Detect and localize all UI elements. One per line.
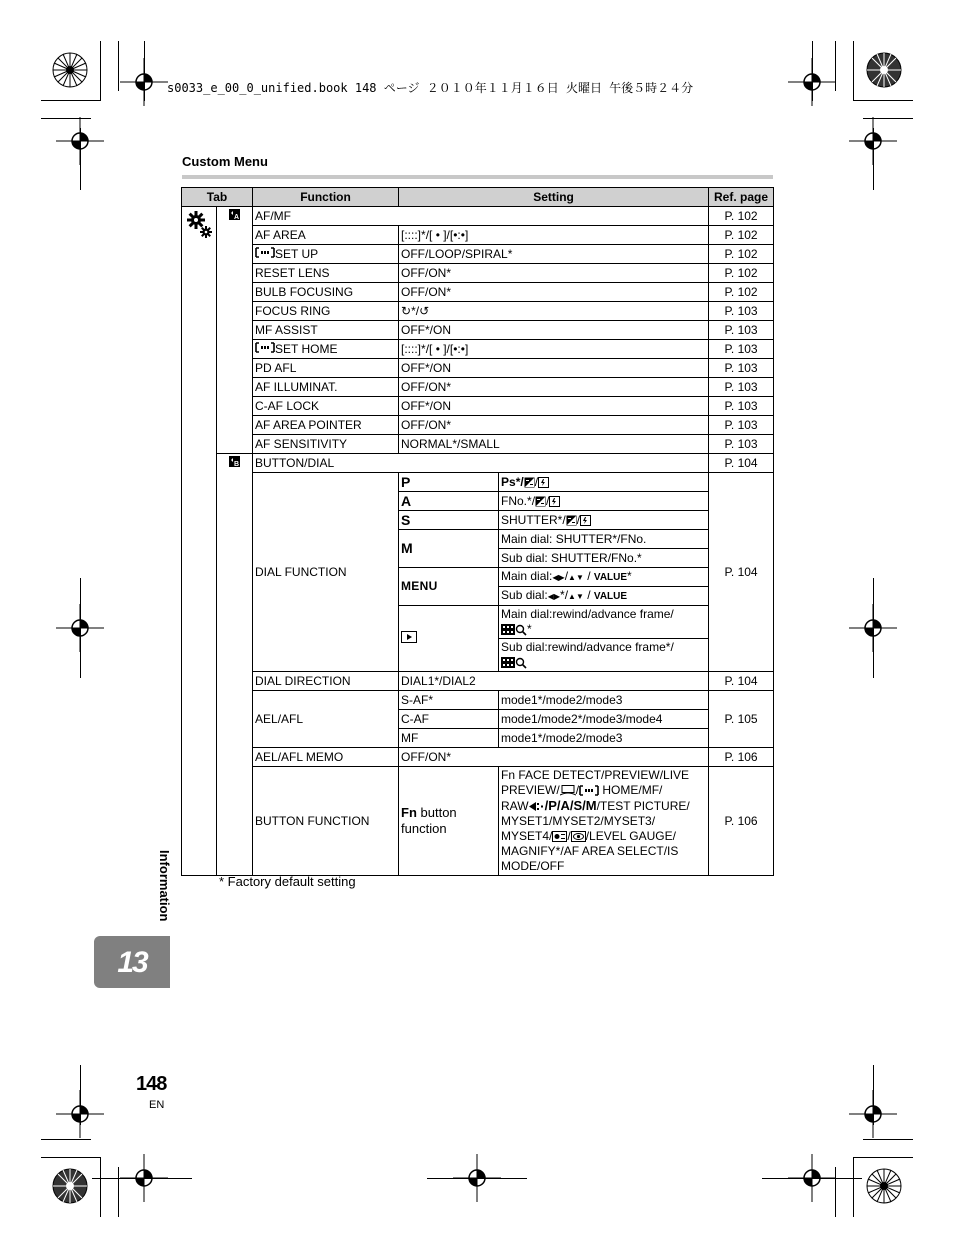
- row-af-sensitivity-function: AF SENSITIVITY: [253, 435, 399, 454]
- page-number: 148: [136, 1073, 167, 1095]
- ael-caf-value: mode1/mode2*/mode3/mode4: [499, 710, 709, 729]
- table-row: [182, 748, 774, 767]
- row-bulb-focusing-ref: P. 102: [709, 283, 774, 302]
- table-row: [182, 321, 774, 340]
- row-ael-afl-ref: P. 105: [709, 691, 774, 748]
- row-c-af-lock-function: C-AF LOCK: [253, 397, 399, 416]
- dial-menu-mode: MENU: [399, 568, 499, 606]
- bf-line5a: MYSET4/: [501, 829, 553, 843]
- row-bulb-focusing-function: BULB FOCUSING: [253, 283, 399, 302]
- tab-a-icon: [229, 209, 240, 220]
- exposure-comp-icon: [524, 477, 535, 488]
- dial-p-setting-cell: Ps*/ /: [499, 473, 709, 492]
- dial-a-setting: FNo.*/: [501, 493, 536, 508]
- left-right-arrow-icon: ◀▶: [552, 573, 565, 582]
- row-c-af-lock-ref: P. 103: [709, 397, 774, 416]
- row-bulb-focusing-setting: OFF/ON*: [399, 283, 709, 302]
- table-row: [182, 767, 774, 876]
- table-row: [182, 416, 774, 435]
- bf-line2b: /: [575, 783, 580, 797]
- exposure-comp-icon: [535, 496, 546, 507]
- table-row: [182, 691, 774, 710]
- face-detect-icon: [552, 831, 567, 842]
- bf-line3b: /P/A/S/M: [544, 798, 597, 813]
- bf-line6: MAGNIFY*/AF AREA SELECT/IS: [501, 844, 679, 858]
- table-row: [182, 672, 774, 691]
- row-button-function-function: BUTTON FUNCTION: [253, 767, 399, 876]
- table-row: [182, 340, 774, 359]
- af-target-icon: [255, 247, 275, 258]
- dial-s-setting: SHUTTER*/: [501, 512, 566, 527]
- custom-menu-table: [181, 187, 774, 876]
- crop-line: [92, 1178, 192, 1179]
- row-reset-lens-ref: P. 102: [709, 264, 774, 283]
- flash-comp-icon: [549, 496, 560, 507]
- crop-line: [80, 578, 81, 678]
- header-tab: Tab: [182, 188, 253, 207]
- row-af-illuminat-function: AF ILLUMINAT.: [253, 378, 399, 397]
- row-af-illuminat-setting: OFF/ON*: [399, 378, 709, 397]
- row-ael-afl-memo-setting: OFF/ON*: [399, 748, 709, 767]
- side-section-label-text: Information: [157, 850, 172, 922]
- dial-a-setting-cell: FNo.*/ /: [499, 492, 709, 511]
- dial-m-sub: Sub dial: SHUTTER/FNo.*: [499, 549, 709, 568]
- preview-eye-icon: [571, 831, 586, 842]
- dial-play-main-star: *: [527, 622, 532, 636]
- row-dial-direction-setting: DIAL1*/DIAL2: [399, 672, 709, 691]
- crop-line: [812, 41, 813, 101]
- row-af-area-pointer-ref: P. 103: [709, 416, 774, 435]
- title-rule: [182, 175, 773, 179]
- row-set-up-ref: P. 102: [709, 245, 774, 264]
- row-dial-direction-function: DIAL DIRECTION: [253, 672, 399, 691]
- crop-line: [80, 1065, 81, 1125]
- crop-line: [762, 1178, 862, 1179]
- row-af-area-function: AF AREA: [253, 226, 399, 245]
- button-function-options-cell: [499, 767, 709, 876]
- custom-menu-tab-cell: [182, 207, 217, 876]
- row-mf-assist-setting: OFF*/ON: [399, 321, 709, 340]
- flash-comp-icon: [580, 515, 591, 526]
- tab-a-cell: [217, 207, 253, 454]
- bf-line1: Fn FACE DETECT/PREVIEW/LIVE: [501, 768, 690, 782]
- table-row: [182, 302, 774, 321]
- row-ael-afl-memo-function: AEL/AFL MEMO: [253, 748, 399, 767]
- dial-menu-main-cell: Main dial:◀▶/▲▼ / VALUE*: [499, 568, 709, 587]
- table-row: [182, 264, 774, 283]
- af-target-icon: [579, 785, 599, 796]
- svg-text:B: B: [234, 461, 240, 467]
- dial-play-sub-cell: [499, 639, 709, 672]
- bf-line7: MODE/OFF: [501, 859, 565, 873]
- ael-saf-label: S-AF*: [399, 691, 499, 710]
- dial-menu-main-prefix: Main dial:: [501, 569, 553, 583]
- dial-m-mode: M: [399, 530, 499, 568]
- dial-menu-sub-prefix: Sub dial:: [501, 588, 548, 602]
- row-focus-ring-setting: ↻*/↺: [399, 302, 709, 321]
- ael-caf-label: C-AF: [399, 710, 499, 729]
- dial-play-mode-cell: [399, 606, 499, 672]
- table-row: [182, 454, 774, 473]
- bf-line3c: /TEST PICTURE/: [596, 799, 690, 813]
- row-ael-afl-function: AEL/AFL: [253, 691, 399, 748]
- tab-b-cell: [217, 454, 253, 876]
- crop-line: [427, 1178, 527, 1179]
- table-row: [182, 397, 774, 416]
- row-set-home-function: SET HOME: [275, 341, 338, 356]
- side-section-label: [152, 850, 176, 932]
- row-set-home-function-cell: [253, 340, 399, 359]
- bf-line4: MYSET1/MYSET2/MYSET3/: [501, 814, 656, 828]
- bf-line2a: PREVIEW/: [501, 783, 560, 797]
- row-button-function-ref: P. 106: [709, 767, 774, 876]
- row-ael-afl-memo-ref: P. 106: [709, 748, 774, 767]
- section-title: Custom Menu: [182, 154, 268, 169]
- bf-line5c: /LEVEL GAUGE/: [585, 829, 676, 843]
- live-preview-icon: [560, 785, 576, 796]
- header-setting: Setting: [399, 188, 709, 207]
- page-language: EN: [149, 1099, 165, 1111]
- dial-s-setting-cell: SHUTTER*/ /: [499, 511, 709, 530]
- row-set-home-setting: [::::]*/[ • ]/[•:•]: [399, 340, 709, 359]
- playback-icon: [401, 631, 417, 643]
- row-c-af-lock-setting: OFF*/ON: [399, 397, 709, 416]
- raw-arrow-icon: [529, 801, 545, 812]
- bf-line2c: HOME/MF/: [599, 783, 663, 797]
- row-af-area-pointer-function: AF AREA POINTER: [253, 416, 399, 435]
- table-header-row: [182, 188, 774, 207]
- af-target-icon: [255, 342, 275, 353]
- row-dial-function-function: DIAL FUNCTION: [253, 473, 399, 672]
- table-row: [182, 283, 774, 302]
- row-button-dial-function: BUTTON/DIAL: [253, 454, 709, 473]
- registration-target-icon: [50, 50, 90, 90]
- row-focus-ring-function: FOCUS RING: [253, 302, 399, 321]
- index-grid-icon: [501, 624, 515, 635]
- header-ref: Ref. page: [709, 188, 774, 207]
- dial-play-main: Main dial:rewind/advance frame/: [501, 607, 674, 621]
- exposure-comp-icon: [566, 515, 577, 526]
- up-down-arrow-icon: ▲▼: [568, 592, 584, 601]
- footnote: * Factory default setting: [219, 874, 356, 889]
- crop-line: [873, 578, 874, 678]
- row-af-sensitivity-ref: P. 103: [709, 435, 774, 454]
- left-right-arrow-icon: ◀▶: [547, 592, 561, 601]
- dial-menu-sub-suffix: */: [560, 588, 569, 602]
- row-focus-ring-ref: P. 103: [709, 302, 774, 321]
- dial-menu-main-value: VALUE: [593, 572, 628, 583]
- dial-menu-main-star: *: [627, 569, 632, 583]
- custom-gear-icon: [185, 209, 213, 239]
- row-af-sensitivity-setting: NORMAL*/SMALL: [399, 435, 709, 454]
- chapter-tab: 13: [94, 936, 170, 988]
- dial-a-mode: A: [399, 492, 499, 511]
- button-function-fn-rest: button function: [401, 805, 457, 836]
- dial-p-mode: P: [399, 473, 499, 492]
- registration-target-icon: [864, 50, 904, 90]
- dial-play-main-cell: [499, 606, 709, 639]
- dial-s-mode: S: [399, 511, 499, 530]
- crop-line: [873, 128, 874, 190]
- row-reset-lens-setting: OFF/ON*: [399, 264, 709, 283]
- row-dial-direction-ref: P. 104: [709, 672, 774, 691]
- row-af-illuminat-ref: P. 103: [709, 378, 774, 397]
- print-header: s0033_e_00_0_unified.book 148 ページ ２０１０年１１月１６日 火曜日 午後５時２４分: [167, 81, 694, 95]
- svg-text:A: A: [234, 214, 240, 220]
- row-af-mf-ref: P. 102: [709, 207, 774, 226]
- row-af-area-ref: P. 102: [709, 226, 774, 245]
- row-set-home-ref: P. 103: [709, 340, 774, 359]
- row-mf-assist-function: MF ASSIST: [253, 321, 399, 340]
- index-grid-icon: [501, 657, 515, 668]
- table-row: [182, 473, 774, 492]
- flash-comp-icon: [538, 477, 549, 488]
- row-pd-afl-setting: OFF*/ON: [399, 359, 709, 378]
- dial-play-sub: Sub dial:rewind/advance frame*/: [501, 640, 674, 654]
- table-row: [182, 245, 774, 264]
- row-af-area-setting: [::::]*/[ • ]/[•:•]: [399, 226, 709, 245]
- registration-target-icon: [50, 1166, 90, 1206]
- table-row: [182, 207, 774, 226]
- row-mf-assist-ref: P. 103: [709, 321, 774, 340]
- dial-p-setting: Ps*/: [501, 474, 524, 489]
- ael-mf-label: MF: [399, 729, 499, 748]
- bf-line5b: /: [567, 829, 571, 843]
- row-af-area-pointer-setting: OFF/ON*: [399, 416, 709, 435]
- row-reset-lens-function: RESET LENS: [253, 264, 399, 283]
- bf-line3a: RAW: [501, 799, 529, 813]
- up-down-arrow-icon: ▲▼: [568, 573, 584, 582]
- magnify-icon: [515, 624, 527, 636]
- row-button-dial-ref: P. 104: [709, 454, 774, 473]
- dial-menu-main-suffix: /: [564, 569, 569, 583]
- row-dial-function-ref: P. 104: [709, 473, 774, 672]
- table-row: [182, 378, 774, 397]
- ael-saf-value: mode1*/mode2/mode3: [499, 691, 709, 710]
- row-set-up-setting: OFF/LOOP/SPIRAL*: [399, 245, 709, 264]
- tab-b-icon: [229, 456, 240, 467]
- dial-menu-sub-value: VALUE: [593, 591, 628, 602]
- crop-line: [144, 41, 145, 101]
- row-set-up-function: SET UP: [275, 246, 319, 261]
- dial-m-main: Main dial: SHUTTER*/FNo.: [499, 530, 709, 549]
- header-function: Function: [253, 188, 399, 207]
- button-function-fn-cell: [399, 767, 499, 876]
- table-row: [182, 226, 774, 245]
- dial-menu-sub-cell: Sub dial:◀▶*/▲▼ / VALUE: [499, 587, 709, 606]
- table-row: [182, 435, 774, 454]
- row-af-mf-function: AF/MF: [253, 207, 709, 226]
- button-function-fn-bold: Fn: [401, 805, 417, 820]
- table-row: [182, 359, 774, 378]
- crop-line: [873, 1065, 874, 1125]
- magnify-icon: [515, 657, 527, 669]
- crop-line: [80, 128, 81, 190]
- registration-target-icon: [864, 1166, 904, 1206]
- row-pd-afl-function: PD AFL: [253, 359, 399, 378]
- ael-mf-value: mode1*/mode2/mode3: [499, 729, 709, 748]
- row-pd-afl-ref: P. 103: [709, 359, 774, 378]
- row-set-up-function-cell: [253, 245, 399, 264]
